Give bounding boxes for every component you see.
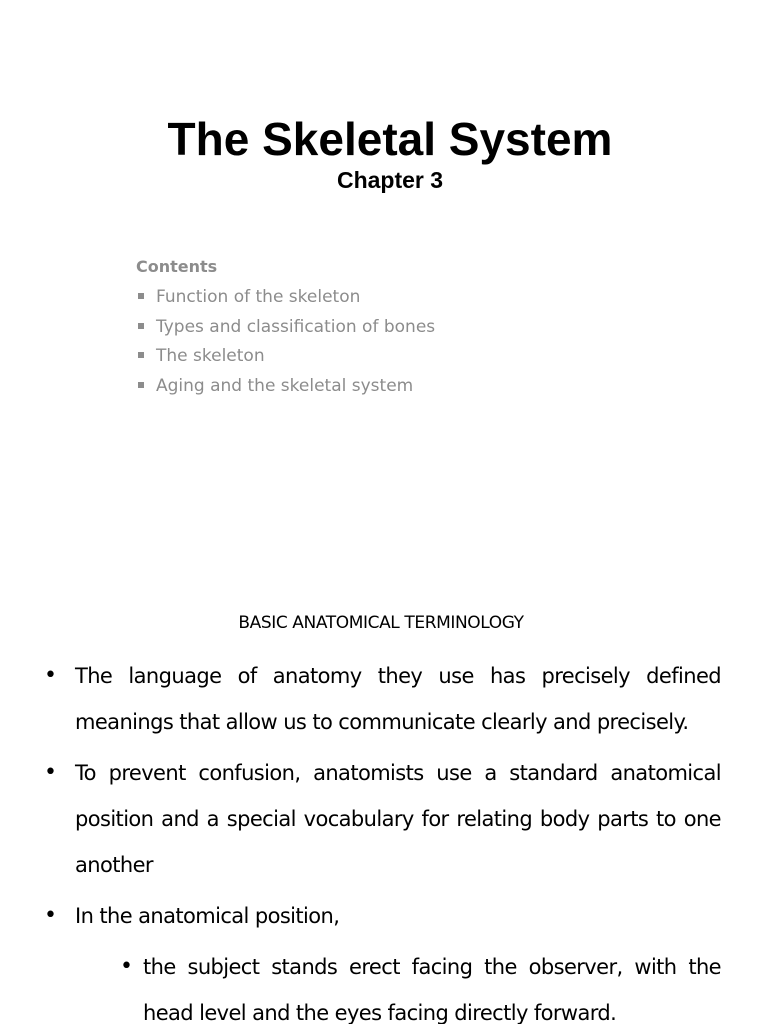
sub-bullet-text: the subject stands erect facing the observer, with the head level and the eyes facing directly forward. xyxy=(143,955,721,1024)
contents-item-label: The skeleton xyxy=(156,346,265,366)
contents-item-label: Aging and the skeletal system xyxy=(156,375,414,396)
contents-item xyxy=(136,285,435,315)
bullet-dot-icon: • xyxy=(44,760,57,785)
sub-bullet-paragraph xyxy=(0,944,721,1024)
bullet-text: The language of anatomy they use has precisely defined meanings that allow us to communicate clearly and precisely. xyxy=(75,664,721,734)
contents-list xyxy=(136,285,435,403)
contents-heading: Contents xyxy=(136,257,218,276)
section-body xyxy=(0,653,768,1024)
contents-item-label: Function of the skeleton xyxy=(156,287,361,307)
bullet-text: To prevent confusion, anatomists use a standard anatomical position and a special vocabulary for relating body parts to one another xyxy=(75,761,721,877)
bullet-paragraph xyxy=(0,893,721,939)
sub-bullet-dot-icon: • xyxy=(120,954,133,979)
square-bullet-icon xyxy=(138,352,144,358)
contents-box xyxy=(136,255,435,403)
bullet-paragraph xyxy=(0,750,721,888)
contents-item xyxy=(136,374,435,404)
contents-item-label: Types and classification of bones xyxy=(156,316,436,337)
chapter-subtitle: Chapter 3 xyxy=(336,167,444,193)
bullet-dot-icon: • xyxy=(44,663,57,688)
page-title: The Skeletal System xyxy=(167,113,613,165)
square-bullet-icon xyxy=(138,382,144,388)
bullet-text: In the anatomical position, xyxy=(75,904,340,928)
section-heading: BASIC ANATOMICAL TERMINOLOGY xyxy=(238,613,524,633)
contents-item xyxy=(136,344,435,374)
bullet-dot-icon: • xyxy=(44,903,57,928)
square-bullet-icon xyxy=(138,293,144,299)
bullet-paragraph xyxy=(0,653,721,745)
square-bullet-icon xyxy=(138,323,144,329)
contents-item xyxy=(136,315,435,345)
